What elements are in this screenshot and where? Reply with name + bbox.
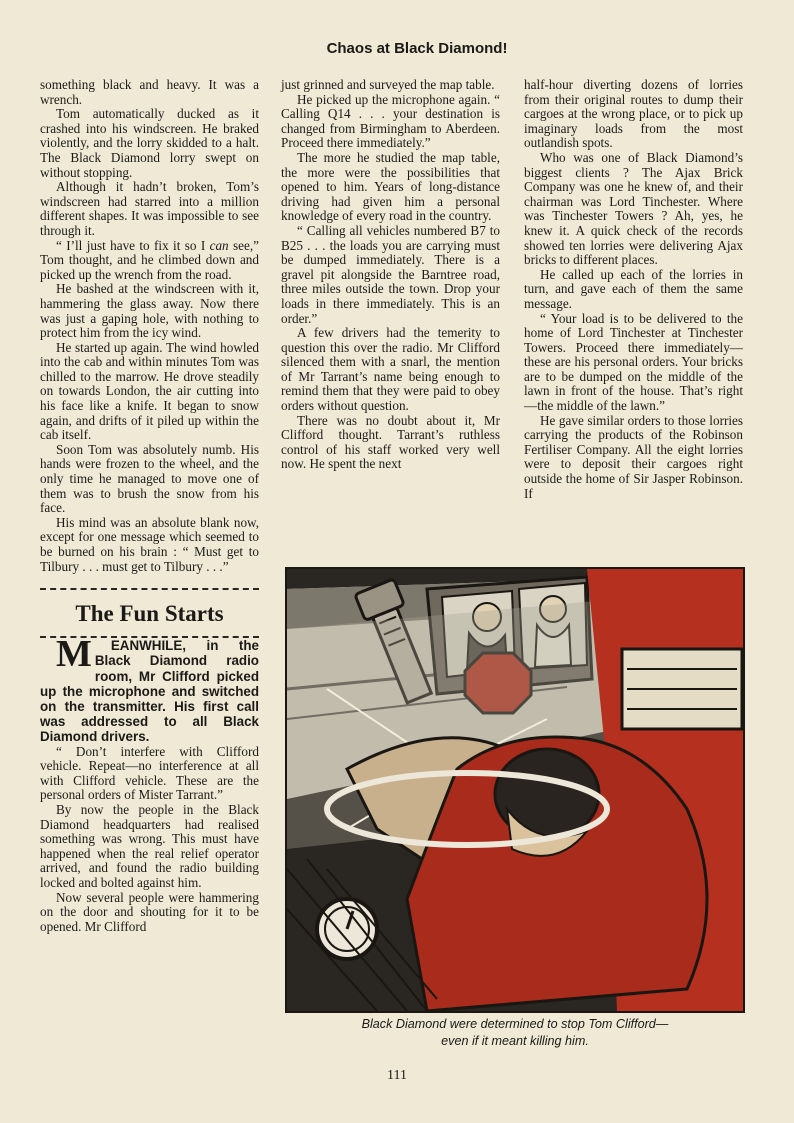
paragraph: “ Calling all vehicles numbered B7 to B25 . . . the loads you are carrying must be dumped immediately. There is a gravel pit alongside the Barntree road, three miles outside the town. Drop your loads in there immediately. This is an order.” bbox=[281, 222, 500, 326]
text-span: “ I’ll just have to fix it so I bbox=[56, 237, 210, 253]
paragraph: Although it hadn’t broken, Tom’s windscreen had starred into a million different shapes. It was impossible to see through it. bbox=[40, 179, 259, 238]
column-1 bbox=[40, 78, 259, 934]
drop-cap: M bbox=[56, 633, 92, 676]
section-title: The Fun Starts bbox=[75, 601, 224, 627]
paragraph: “ Don’t interfere with Clifford vehicle. Repeat—no interference at all with Clifford vehicle. These are the personal orders of Mister Tarrant.” bbox=[40, 743, 259, 803]
paragraph: He bashed at the windscreen with it, hammering the glass away. Now there was just a gaping hole, with nothing to protect him from the icy wind. bbox=[40, 281, 259, 341]
paragraph: Who was one of Black Diamond’s biggest clients ? The Ajax Brick Company was one he knew of, and their chairman was Lord Tinchester. Where was Tinchester Towers ? Ah, yes, he knew it. A quick check of the records showed ten lorries were delivering Ajax bricks to different places. bbox=[524, 149, 743, 268]
paragraph bbox=[40, 239, 259, 283]
paragraph: “ Your load is to be delivered to the home of Lord Tinchester at Tinchester Towers. Proceed there immediately—these are his personal orders. Your bricks are to be dumped on the middle of the lawn in front of the house. That’s right —the middle of the lawn.” bbox=[524, 310, 743, 414]
lead-text: EANWHILE, in the Black Diamond radio room, Mr Clifford picked up the microphone and switched on the transmitter. His first call was addressed to all Black Diamond drivers. bbox=[40, 638, 259, 745]
paragraph: He gave similar orders to those lorries carrying the products of the Robinson Fertiliser Company. All the eight lorries were to deposit their cargoes right outside the home of Sir Jasper Robinson. If bbox=[524, 412, 743, 501]
column-2 bbox=[281, 78, 500, 472]
paragraph: He picked up the microphone again. “ Calling Q14 . . . your destination is changed from Birmingham to Aberdeen. Proceed there immediately.” bbox=[281, 91, 500, 151]
paragraph: something black and heavy. It was a wrench. bbox=[40, 77, 259, 107]
paragraph: A few drivers had the temerity to question this over the radio. Mr Clifford silenced them with a snarl, the mention of Mr Tarrant’s name being enough to remind them that they were paid to obey orders without question. bbox=[281, 325, 500, 414]
paragraph: He called up each of the lorries in turn, and gave each of them the same message. bbox=[524, 266, 743, 311]
paragraph: Soon Tom was absolutely numb. His hands were frozen to the wheel, and the only time he managed to move one of them was to brush the snow from his face. bbox=[40, 441, 259, 516]
illustration-artwork bbox=[287, 569, 743, 1011]
paragraph: There was no doubt about it, Mr Clifford thought. Tarrant’s ruthless control of his staff worked very well now. He spent the next bbox=[281, 412, 500, 472]
paragraph: The more he studied the map table, the more were the possibilities that opened to him. Years of long-distance driving had given him a personal knowledge of every road in the country. bbox=[281, 149, 500, 224]
paragraph: just grinned and surveyed the map table. bbox=[281, 77, 495, 92]
illustration-caption bbox=[285, 1016, 745, 1050]
paragraph: Now several people were hammering on the door and shouting for it to be opened. Mr Clifford bbox=[40, 889, 259, 934]
paragraph: Tom automatically ducked as it crashed into his windscreen. He braked violently, and the lorry skidded to a halt. The Black Diamond lorry swept on without stopping. bbox=[40, 106, 259, 180]
section-divider bbox=[40, 588, 259, 590]
text-span: see,” Tom thought, and he climbed down and picked up the wrench from the road. bbox=[40, 237, 259, 282]
caption-line: Black Diamond were determined to stop Tom Clifford— bbox=[361, 1017, 669, 1031]
column-3 bbox=[524, 78, 743, 501]
caption-line: even if it meant killing him. bbox=[441, 1034, 589, 1048]
lead-paragraph bbox=[40, 633, 259, 745]
paragraph: His mind was an absolute blank now, except for one message which seemed to be burned on his brain : “ Must get to Tilbury . . . must get to Tilbury . . .” bbox=[40, 514, 259, 574]
comic-illustration bbox=[285, 567, 745, 1013]
page-number: 111 bbox=[387, 1068, 407, 1083]
paragraph: He started up again. The wind howled into the cab and within minutes Tom was chilled to the marrow. He drove steadily on towards London, the air cutting into his face like a knife. It began to snow again, and drifts of it piled up within the cab itself. bbox=[40, 339, 259, 443]
emphasis-text: can bbox=[209, 237, 229, 253]
paragraph: By now the people in the Black Diamond headquarters had realised something was wrong. This must have happened when the real relief operator arrived, and found the radio building locked and bolted against him. bbox=[40, 801, 259, 890]
paragraph: half-hour diverting dozens of lorries from their original routes to dump their cargoes at the wrong place, or to pick up imaginary loads from the most outlandish spots. bbox=[524, 77, 743, 151]
running-header: Chaos at Black Diamond! bbox=[326, 40, 508, 57]
